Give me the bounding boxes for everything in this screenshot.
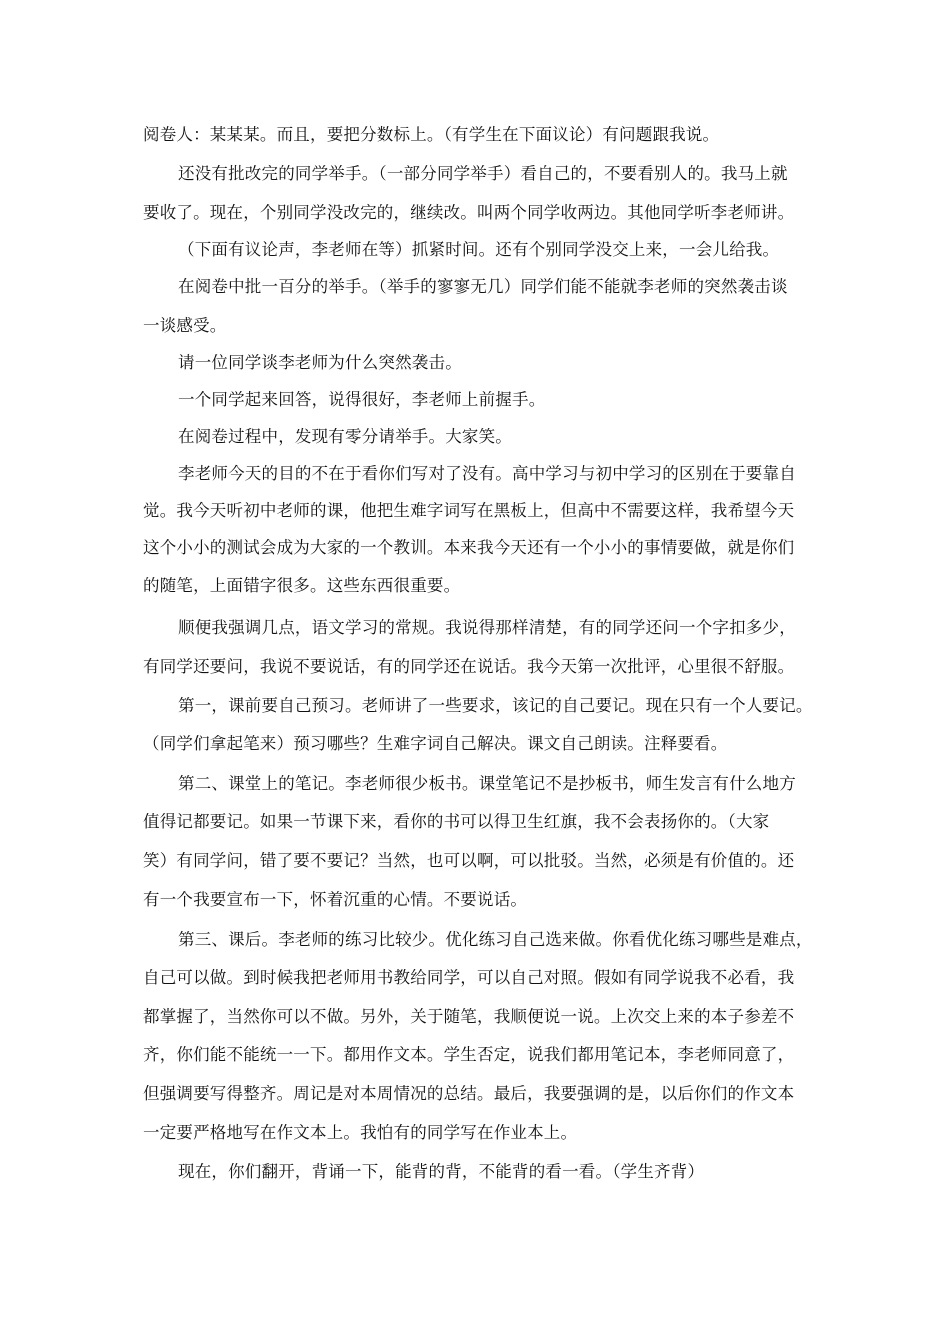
text-line: 齐，你们能不能统一一下。都用作文本。学生否定，说我们都用笔记本，李老师同意了， [143,1045,795,1064]
text-line: 阅卷人：某某某。而且，要把分数标上。（有学生在下面议论）有问题跟我说。 [143,125,720,144]
text-line: 现在，你们翻开，背诵一下，能背的背，不能背的看一看。（学生齐背） [178,1162,705,1181]
text-line: 自己可以做。到时候我把老师用书教给同学，可以自己对照。假如有同学说我不必看，我 [143,968,795,987]
text-line: 都掌握了，当然你可以不做。另外，关于随笔，我顺便说一说。上次交上来的本子参差不 [143,1007,795,1026]
text-line: 有同学还要问，我说不要说话，有的同学还在说话。我今天第一次批评，心里很不舒服。 [143,657,795,676]
text-line: （下面有议论声，李老师在等）抓紧时间。还有个别同学没交上来，一会儿给我。 [178,240,780,259]
text-line: （同学们拿起笔来）预习哪些？生难字词自己解决。课文自己朗读。注释要看。 [143,734,728,753]
text-line: 第二、课堂上的笔记。李老师很少板书。课堂笔记不是抄板书，师生发言有什么地方 [178,774,796,793]
text-line: 一谈感受。 [143,316,227,335]
text-line: 一个同学起来回答，说得很好，李老师上前握手。 [178,390,546,409]
text-line: 要收了。现在，个别同学没改完的，继续改。叫两个同学收两边。其他同学听李老师讲。 [143,203,795,222]
text-line: 在阅卷过程中，发现有零分请举手。大家笑。 [178,427,512,446]
text-line: 李老师今天的目的不在于看你们写对了没有。高中学习与初中学习的区别在于要靠自 [178,464,796,483]
text-line: 一定要严格地写在作文本上。我怕有的同学写在作业本上。 [143,1123,578,1142]
text-line: 请一位同学谈李老师为什么突然袭击。 [178,353,462,372]
text-line: 有一个我要宣布一下，怀着沉重的心情。不要说话。 [143,890,528,909]
text-line: 第三、课后。李老师的练习比较少。优化练习自己选来做。你看优化练习哪些是难点， [178,930,813,949]
text-line: 第一，课前要自己预习。老师讲了一些要求，该记的自己要记。现在只有一个人要记。 [178,696,813,715]
text-line: 的随笔，上面错字很多。这些东西很重要。 [143,576,461,595]
text-line: 在阅卷中批一百分的举手。（举手的寥寥无几）同学们能不能就李老师的突然袭击谈 [178,277,788,296]
text-line: 还没有批改完的同学举手。（一部分同学举手）看自己的，不要看别人的。我马上就 [178,164,788,183]
text-line: 但强调要写得整齐。周记是对本周情况的总结。最后，我要强调的是，以后你们的作文本 [143,1084,795,1103]
text-line: 笑）有同学问，错了要不要记？当然，也可以啊，可以批驳。当然，必须是有价值的。还 [143,851,795,870]
text-line: 值得记都要记。如果一节课下来，看你的书可以得卫生红旗，我不会表扬你的。（大家 [143,812,770,831]
text-line: 觉。我今天听初中老师的课，他把生难字词写在黑板上，但高中不需要这样，我希望今天 [143,501,795,520]
text-line: 这个小小的测试会成为大家的一个教训。本来我今天还有一个小小的事情要做，就是你们 [143,538,795,557]
text-line: 顺便我强调几点，语文学习的常规。我说得那样清楚，有的同学还问一个字扣多少， [178,618,796,637]
